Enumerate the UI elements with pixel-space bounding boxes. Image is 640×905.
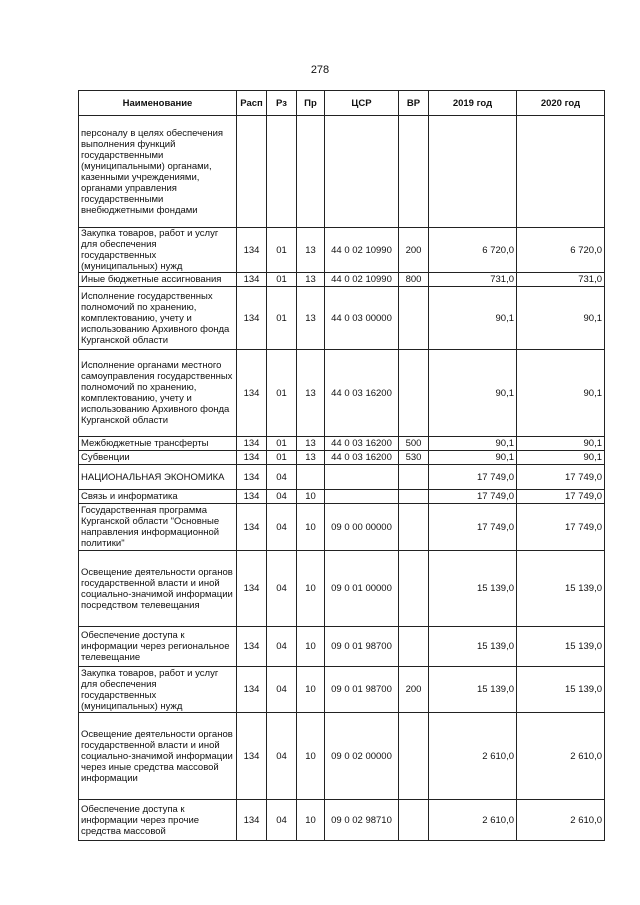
cell-y2019: 731,0 bbox=[429, 273, 517, 287]
cell-pr: 10 bbox=[297, 551, 325, 627]
cell-csr bbox=[325, 465, 399, 490]
cell-y2020: 15 139,0 bbox=[517, 551, 605, 627]
cell-rasp: 134 bbox=[237, 800, 267, 841]
header-rz: Рз bbox=[267, 91, 297, 116]
cell-y2020: 2 610,0 bbox=[517, 800, 605, 841]
table-row bbox=[79, 437, 605, 451]
cell-y2020: 17 749,0 bbox=[517, 465, 605, 490]
cell-y2019: 6 720,0 bbox=[429, 228, 517, 273]
cell-rasp: 134 bbox=[237, 437, 267, 451]
cell-rasp: 134 bbox=[237, 451, 267, 465]
cell-rz bbox=[267, 116, 297, 228]
cell-rasp: 134 bbox=[237, 465, 267, 490]
table-row bbox=[79, 273, 605, 287]
cell-name: Закупка товаров, работ и услуг для обеспечения государственных (муниципальных) нужд bbox=[79, 667, 237, 713]
table-row bbox=[79, 667, 605, 713]
cell-rasp: 134 bbox=[237, 228, 267, 273]
cell-vr bbox=[399, 490, 429, 504]
cell-rz: 01 bbox=[267, 350, 297, 437]
cell-pr bbox=[297, 116, 325, 228]
cell-pr: 10 bbox=[297, 627, 325, 667]
cell-rz: 01 bbox=[267, 228, 297, 273]
cell-y2019: 15 139,0 bbox=[429, 551, 517, 627]
cell-name: Государственная программа Курганской области "Основные направления информационной политики" bbox=[79, 504, 237, 551]
cell-pr: 10 bbox=[297, 504, 325, 551]
cell-vr bbox=[399, 116, 429, 228]
cell-name: персоналу в целях обеспечения выполнения функций государственными (муниципальными) органами, казенными учреждениями, органами управления государственными внебюджетными фондами bbox=[79, 116, 237, 228]
cell-pr: 10 bbox=[297, 490, 325, 504]
cell-y2019: 17 749,0 bbox=[429, 504, 517, 551]
cell-rasp: 134 bbox=[237, 287, 267, 350]
cell-pr: 13 bbox=[297, 350, 325, 437]
cell-rasp: 134 bbox=[237, 504, 267, 551]
header-pr: Пр bbox=[297, 91, 325, 116]
cell-rz: 04 bbox=[267, 504, 297, 551]
cell-y2019: 90,1 bbox=[429, 437, 517, 451]
cell-pr: 10 bbox=[297, 667, 325, 713]
table-row bbox=[79, 800, 605, 841]
cell-csr: 09 0 01 00000 bbox=[325, 551, 399, 627]
cell-csr: 09 0 02 98710 bbox=[325, 800, 399, 841]
cell-rz: 01 bbox=[267, 451, 297, 465]
cell-vr: 200 bbox=[399, 228, 429, 273]
cell-y2020: 731,0 bbox=[517, 273, 605, 287]
budget-table bbox=[78, 90, 605, 841]
cell-name: Межбюджетные трансферты bbox=[79, 437, 237, 451]
cell-pr bbox=[297, 465, 325, 490]
cell-pr: 13 bbox=[297, 287, 325, 350]
cell-rz: 04 bbox=[267, 627, 297, 667]
cell-csr: 44 0 03 16200 bbox=[325, 350, 399, 437]
table-row bbox=[79, 228, 605, 273]
cell-csr: 44 0 02 10990 bbox=[325, 228, 399, 273]
table-row bbox=[79, 287, 605, 350]
cell-rz: 04 bbox=[267, 551, 297, 627]
cell-vr bbox=[399, 627, 429, 667]
cell-y2020: 17 749,0 bbox=[517, 490, 605, 504]
cell-rz: 04 bbox=[267, 800, 297, 841]
cell-rasp: 134 bbox=[237, 350, 267, 437]
cell-pr: 13 bbox=[297, 437, 325, 451]
cell-name: НАЦИОНАЛЬНАЯ ЭКОНОМИКА bbox=[79, 465, 237, 490]
cell-y2020: 2 610,0 bbox=[517, 713, 605, 800]
cell-name: Исполнение органами местного самоуправления государственных полномочий по хранению, комплектованию, учету и использованию Архивного фонда Курганской области bbox=[79, 350, 237, 437]
page-number: 278 bbox=[310, 64, 330, 76]
table-body bbox=[79, 116, 605, 841]
cell-y2019: 90,1 bbox=[429, 451, 517, 465]
cell-csr: 09 0 01 98700 bbox=[325, 627, 399, 667]
cell-csr: 44 0 03 16200 bbox=[325, 451, 399, 465]
table-row bbox=[79, 713, 605, 800]
cell-vr: 800 bbox=[399, 273, 429, 287]
table-row bbox=[79, 116, 605, 228]
cell-rz: 01 bbox=[267, 273, 297, 287]
header-csr: ЦСР bbox=[325, 91, 399, 116]
cell-vr: 530 bbox=[399, 451, 429, 465]
cell-y2019: 17 749,0 bbox=[429, 490, 517, 504]
cell-csr: 09 0 02 00000 bbox=[325, 713, 399, 800]
cell-csr: 44 0 03 16200 bbox=[325, 437, 399, 451]
table-row bbox=[79, 490, 605, 504]
header-2019: 2019 год bbox=[429, 91, 517, 116]
cell-pr: 13 bbox=[297, 273, 325, 287]
cell-rasp: 134 bbox=[237, 490, 267, 504]
cell-y2020: 90,1 bbox=[517, 437, 605, 451]
cell-pr: 13 bbox=[297, 228, 325, 273]
cell-vr: 500 bbox=[399, 437, 429, 451]
cell-rasp: 134 bbox=[237, 551, 267, 627]
table-row bbox=[79, 451, 605, 465]
cell-name: Исполнение государственных полномочий по хранению, комплектованию, учету и использованию Архивного фонда Курганской области bbox=[79, 287, 237, 350]
cell-csr: 09 0 01 98700 bbox=[325, 667, 399, 713]
table-row bbox=[79, 465, 605, 490]
header-name: Наименование bbox=[79, 91, 237, 116]
table-row bbox=[79, 627, 605, 667]
table-row bbox=[79, 504, 605, 551]
cell-y2019: 15 139,0 bbox=[429, 627, 517, 667]
cell-rz: 04 bbox=[267, 490, 297, 504]
header-rasp: Расп bbox=[237, 91, 267, 116]
cell-rz: 04 bbox=[267, 465, 297, 490]
cell-y2019: 2 610,0 bbox=[429, 800, 517, 841]
cell-vr bbox=[399, 800, 429, 841]
cell-vr bbox=[399, 551, 429, 627]
cell-vr bbox=[399, 713, 429, 800]
cell-name: Обеспечение доступа к информации через прочие средства массовой bbox=[79, 800, 237, 841]
cell-y2019: 90,1 bbox=[429, 350, 517, 437]
cell-vr bbox=[399, 465, 429, 490]
cell-csr: 44 0 02 10990 bbox=[325, 273, 399, 287]
table-row bbox=[79, 350, 605, 437]
cell-y2019: 15 139,0 bbox=[429, 667, 517, 713]
cell-name: Иные бюджетные ассигнования bbox=[79, 273, 237, 287]
cell-name: Освещение деятельности органов государственной власти и иной социально-значимой информации через иные средства массовой информации bbox=[79, 713, 237, 800]
cell-name: Связь и информатика bbox=[79, 490, 237, 504]
cell-y2020: 17 749,0 bbox=[517, 504, 605, 551]
cell-rasp: 134 bbox=[237, 667, 267, 713]
cell-pr: 10 bbox=[297, 800, 325, 841]
cell-y2019: 2 610,0 bbox=[429, 713, 517, 800]
cell-vr bbox=[399, 350, 429, 437]
cell-rz: 04 bbox=[267, 713, 297, 800]
cell-y2020: 15 139,0 bbox=[517, 667, 605, 713]
cell-y2019: 90,1 bbox=[429, 287, 517, 350]
cell-csr: 44 0 03 00000 bbox=[325, 287, 399, 350]
cell-name: Субвенции bbox=[79, 451, 237, 465]
cell-name: Освещение деятельности органов государственной власти и иной социально-значимой информации посредством телевещания bbox=[79, 551, 237, 627]
cell-y2020: 15 139,0 bbox=[517, 627, 605, 667]
cell-csr bbox=[325, 116, 399, 228]
cell-y2019: 17 749,0 bbox=[429, 465, 517, 490]
header-vr: ВР bbox=[399, 91, 429, 116]
cell-y2020: 90,1 bbox=[517, 287, 605, 350]
cell-csr bbox=[325, 490, 399, 504]
cell-y2020 bbox=[517, 116, 605, 228]
cell-vr: 200 bbox=[399, 667, 429, 713]
cell-rasp: 134 bbox=[237, 273, 267, 287]
cell-rasp bbox=[237, 116, 267, 228]
cell-y2019 bbox=[429, 116, 517, 228]
cell-rz: 01 bbox=[267, 287, 297, 350]
cell-y2020: 90,1 bbox=[517, 451, 605, 465]
cell-name: Обеспечение доступа к информации через региональное телевещание bbox=[79, 627, 237, 667]
cell-rasp: 134 bbox=[237, 713, 267, 800]
cell-rz: 04 bbox=[267, 667, 297, 713]
cell-vr bbox=[399, 504, 429, 551]
cell-y2020: 6 720,0 bbox=[517, 228, 605, 273]
cell-rasp: 134 bbox=[237, 627, 267, 667]
cell-rz: 01 bbox=[267, 437, 297, 451]
cell-y2020: 90,1 bbox=[517, 350, 605, 437]
table-row bbox=[79, 551, 605, 627]
cell-pr: 13 bbox=[297, 451, 325, 465]
table-header-row bbox=[79, 91, 605, 116]
cell-vr bbox=[399, 287, 429, 350]
cell-csr: 09 0 00 00000 bbox=[325, 504, 399, 551]
header-2020: 2020 год bbox=[517, 91, 605, 116]
cell-pr: 10 bbox=[297, 713, 325, 800]
cell-name: Закупка товаров, работ и услуг для обеспечения государственных (муниципальных) нужд bbox=[79, 228, 237, 273]
